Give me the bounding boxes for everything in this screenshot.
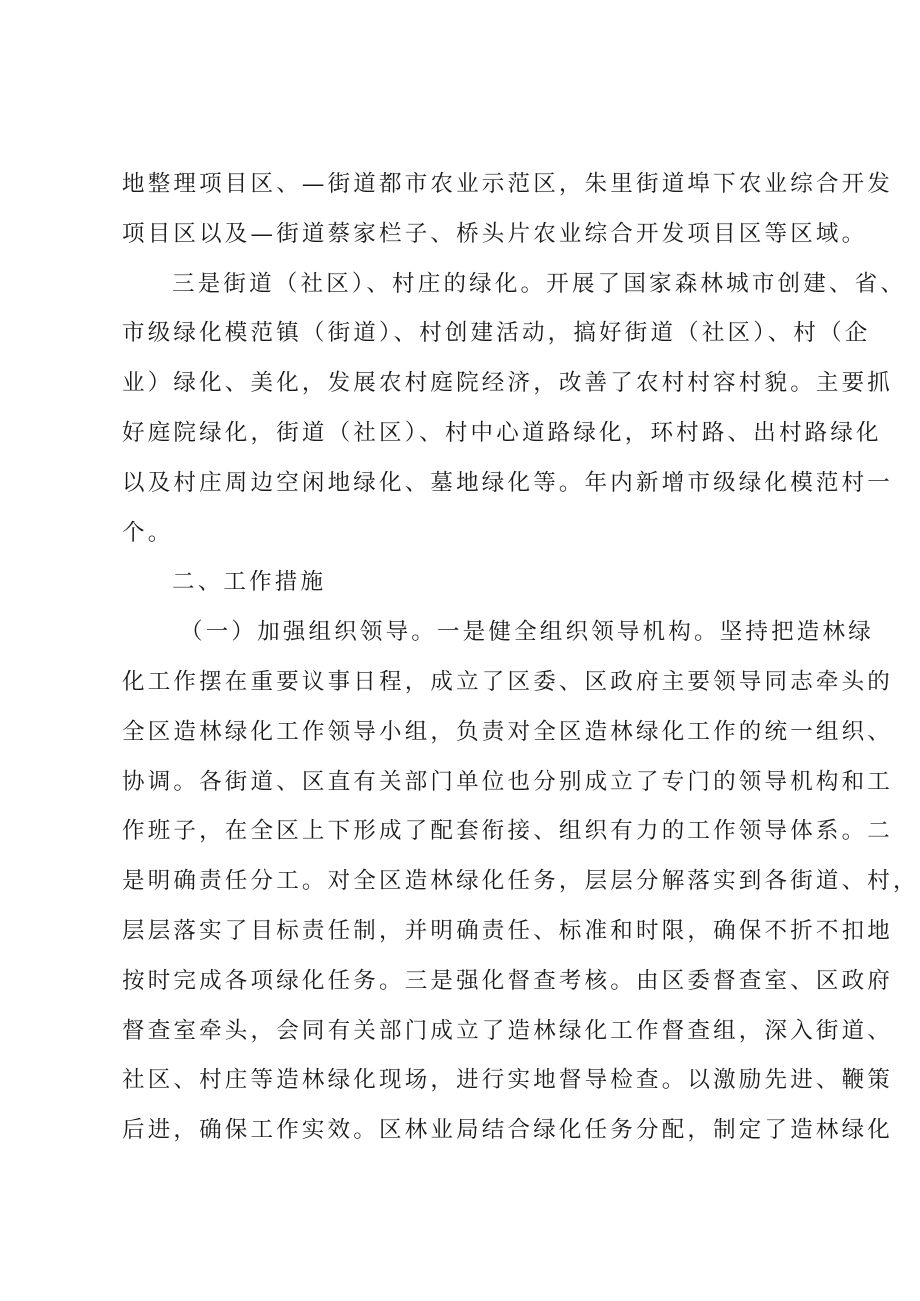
text-line: 协调。各街道、区直有关部门单位也分别成立了专门的领导机构和工	[122, 768, 894, 795]
text-line: 化工作摆在重要议事日程，成立了区委、区政府主要领导同志牵头的	[122, 668, 894, 695]
section-heading: 二、工作措施	[172, 569, 327, 596]
document-body	[122, 160, 919, 1156]
text-line: 个。	[122, 519, 174, 546]
text-line: 项目区以及—街道蔡家栏子、桥头片农业综合开发项目区等区域。	[122, 220, 868, 247]
text-line: 社区、村庄等造林绿化现场，进行实地督导检查。以激励先进、鞭策	[122, 1067, 894, 1094]
text-line: 以及村庄周边空闲地绿化、墓地绿化等。年内新增市级绿化模范村一	[122, 469, 894, 496]
text-line: 是明确责任分工。对全区造林绿化任务，层层分解落实到各街道、村，	[122, 868, 919, 895]
text-line: 作班子，在全区上下形成了配套衔接、组织有力的工作领导体系。二	[122, 818, 894, 845]
paragraph-start-line: （一）加强组织领导。一是健全组织领导机构。坚持把造林绿	[180, 619, 874, 646]
text-line: 层层落实了目标责任制，并明确责任、标准和时限，确保不折不扣地	[122, 917, 894, 944]
text-line: 市级绿化模范镇（街道）、村创建活动，搞好街道（社区）、村（企	[122, 320, 871, 347]
paragraph-start-line: 三是街道（社区）、村庄的绿化。开展了国家森林城市创建、省、	[172, 270, 907, 297]
text-line: 地整理项目区、—街道都市农业示范区，朱里街道埠下农业综合开发	[122, 171, 894, 197]
text-line: 按时完成各项绿化任务。三是强化督查考核。由区委督查室、区政府	[122, 967, 894, 994]
text-line: 全区造林绿化工作领导小组，负责对全区造林绿化工作的统一组织、	[122, 718, 894, 745]
text-line: 好庭院绿化，街道（社区）、村中心道路绿化，环村路、出村路绿化	[122, 419, 882, 446]
text-line: 业）绿化、美化，发展农村庭院经济，改善了农村村容村貌。主要抓	[122, 370, 894, 397]
text-line: 督查室牵头，会同有关部门成立了造林绿化工作督查组，深入街道、	[122, 1017, 894, 1044]
text-line: 后进，确保工作实效。区林业局结合绿化任务分配，制定了造林绿化	[122, 1117, 894, 1144]
